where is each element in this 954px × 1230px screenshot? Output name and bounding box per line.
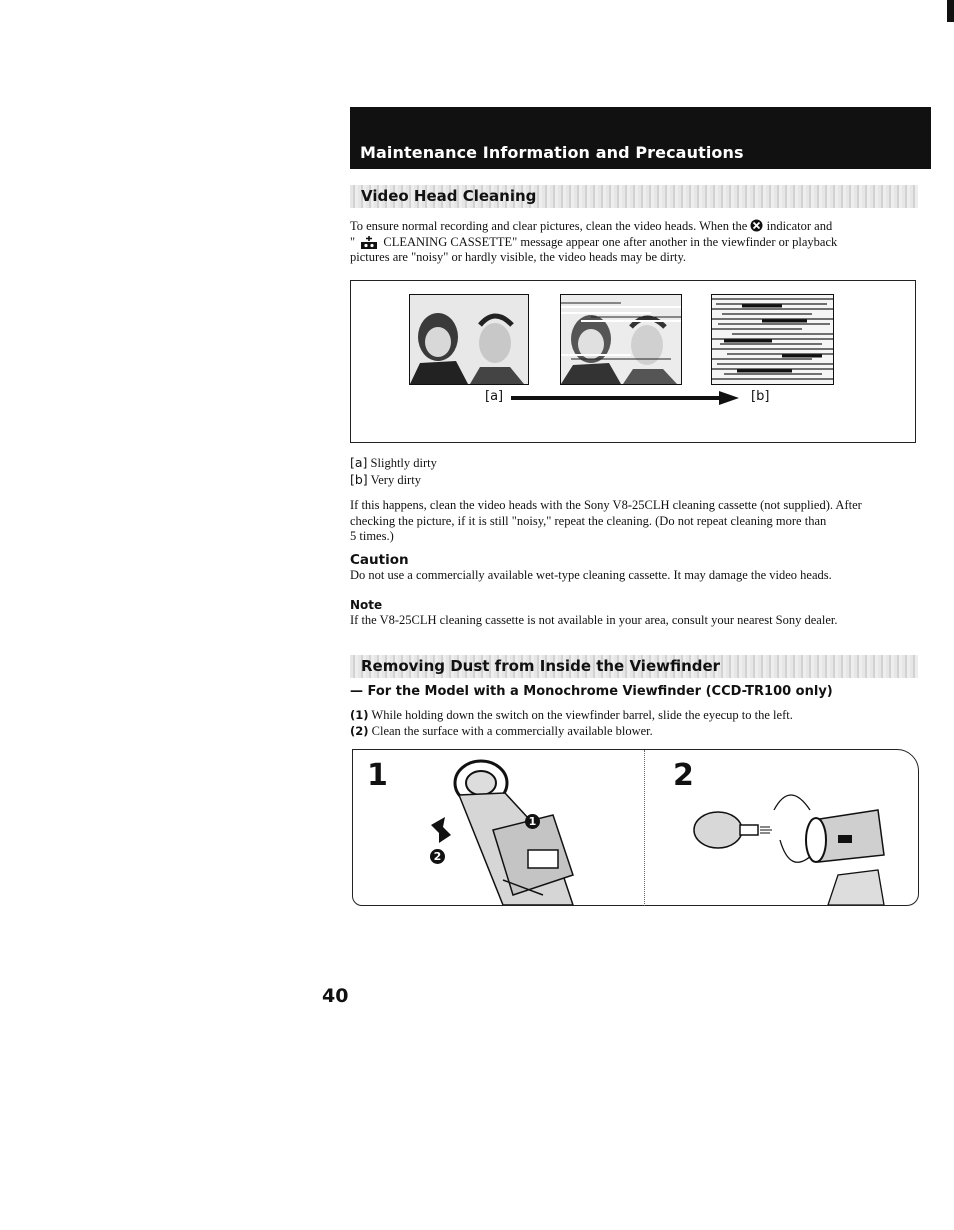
panel-divider <box>644 750 645 906</box>
viewfinder-subheading: — For the Model with a Monochrome Viewfinder (CCD-TR100 only) <box>350 684 833 699</box>
progression-arrow-icon <box>511 389 741 407</box>
eyecup-slide-illustration <box>413 755 583 905</box>
callout-2-badge: 2 <box>430 849 445 864</box>
video-head-intro: To ensure normal recording and clear pictures, clean the video heads. When the indicator and " CLEANING CASSETTE" message appear one after another in the viewfinder or playback pictures are "noisy" or hardly visible, the video heads may be dirty. <box>350 219 838 264</box>
noise-comparison-figure <box>350 280 916 443</box>
cleaning-cassette-icon <box>358 236 380 249</box>
video-head-cleaning-heading: Video Head Cleaning <box>350 185 918 208</box>
slightly-dirty-picture-image <box>560 294 682 385</box>
figure-captions: [a] Slightly dirty [b] Very dirty <box>350 455 437 487</box>
blower-cleaning-illustration <box>688 780 888 905</box>
callout-1-badge: 1 <box>525 814 540 829</box>
panel-2-number: 2 <box>673 758 694 793</box>
very-dirty-picture-image <box>711 294 834 385</box>
panel-1-number: 1 <box>367 758 388 793</box>
page-edge-mark <box>947 0 954 22</box>
caution-text: Do not use a commercially available wet-type cleaning cassette. It may damage the video heads. <box>350 568 832 582</box>
clean-picture-image <box>409 294 529 385</box>
section-title: Maintenance Information and Precautions <box>360 143 744 162</box>
viewfinder-dust-heading: Removing Dust from Inside the Viewfinder <box>350 655 918 678</box>
step-item: (1) While holding down the switch on the viewfinder barrel, slide the eyecup to the left. <box>350 708 793 722</box>
section-banner <box>350 107 931 169</box>
cleaning-instructions: If this happens, clean the video heads with the Sony V8-25CLH cleaning cassette (not supplied). After checking the picture, if it is still "noisy," repeat the cleaning. (Do not repeat cleaning more than 5 times.) <box>350 498 862 543</box>
viewfinder-illustration-figure <box>352 749 919 906</box>
note-heading: Note <box>350 598 383 612</box>
step-item: (2) Clean the surface with a commercially available blower. <box>350 723 653 738</box>
cleaning-warning-icon <box>750 219 763 232</box>
caution-heading: Caution <box>350 552 409 568</box>
page-number: 40 <box>322 985 349 1007</box>
viewfinder-steps <box>350 708 920 739</box>
figure-label-b: [b] <box>751 389 770 404</box>
figure-label-a: [a] <box>485 389 504 404</box>
note-text: If the V8-25CLH cleaning cassette is not available in your area, consult your nearest Sony dealer. <box>350 613 838 627</box>
